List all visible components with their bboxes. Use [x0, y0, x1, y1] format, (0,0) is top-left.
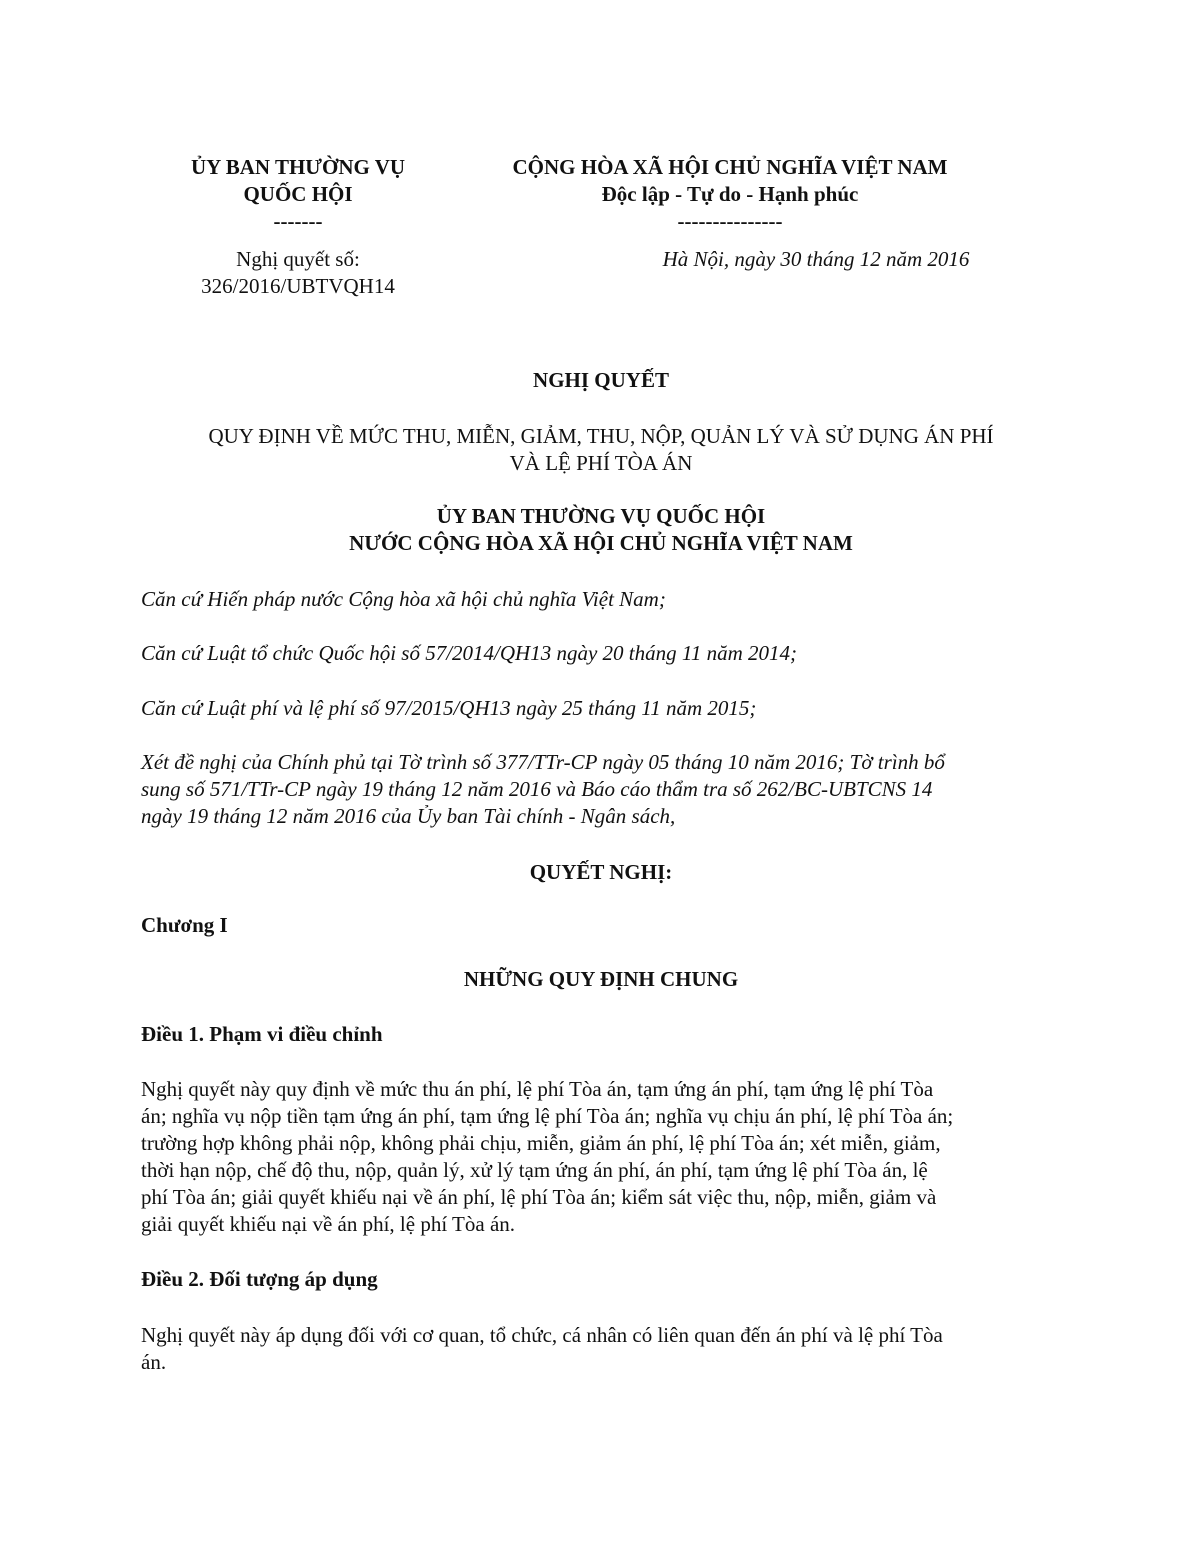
consideration-line: Xét đề nghị của Chính phủ tại Tờ trình số 377/TTr-CP ngày 05 tháng 10 năm 2016; Tờ trình bổ [141, 750, 945, 774]
article-2-body [141, 1322, 1061, 1376]
agency-name-line1: ỦY BAN THƯỜNG VỤ [190, 155, 406, 179]
article-line: giải quyết khiếu nại về án phí, lệ phí Tòa án. [141, 1212, 516, 1236]
legal-basis-assembly-law: Căn cứ Luật tổ chức Quốc hội số 57/2014/QH13 ngày 20 tháng 11 năm 2014; [141, 641, 797, 665]
consideration-paragraph [141, 749, 1061, 830]
national-header [450, 154, 1010, 235]
article-line: án. [141, 1350, 167, 1374]
article-2-heading: Điều 2. Đối tượng áp dụng [141, 1267, 378, 1291]
article-line: trường hợp không phải nộp, không phải chịu, miễn, giảm án phí, lệ phí Tòa án; xét miễn, giảm, [141, 1131, 941, 1155]
legal-basis-fee-law: Căn cứ Luật phí và lệ phí số 97/2015/QH13 ngày 25 tháng 11 năm 2015; [141, 696, 757, 720]
chapter-label: Chương I [141, 913, 228, 937]
document-number [160, 246, 436, 300]
consideration-line: sung số 571/TTr-CP ngày 19 tháng 12 năm 2016 và Báo cáo thẩm tra số 262/BC-UBTCNS 14 [141, 777, 933, 801]
document-type-title: NGHỊ QUYẾT [533, 368, 669, 392]
article-1-heading: Điều 1. Phạm vi điều chỉnh [141, 1022, 383, 1046]
country-name: CỘNG HÒA XÃ HỘI CHỦ NGHĨA VIỆT NAM [512, 155, 948, 179]
document-number-value: 326/2016/UBTVQH14 [201, 274, 395, 298]
place-date: Hà Nội, ngày 30 tháng 12 năm 2016 [662, 247, 970, 271]
subject-line1: QUY ĐỊNH VỀ MỨC THU, MIỄN, GIẢM, THU, NỘP, QUẢN LÝ VÀ SỬ DỤNG ÁN PHÍ [208, 424, 994, 448]
legal-basis-constitution: Căn cứ Hiến pháp nước Cộng hòa xã hội chủ nghĩa Việt Nam; [141, 587, 666, 611]
article-line: Nghị quyết này quy định về mức thu án phí, lệ phí Tòa án, tạm ứng án phí, tạm ứng lệ phí Tòa [141, 1077, 934, 1101]
agency-separator: ------- [273, 209, 323, 233]
article-line: phí Tòa án; giải quyết khiếu nại về án phí, lệ phí Tòa án; kiểm sát việc thu, nộp, miễn, giảm và [141, 1185, 937, 1209]
article-1-body [141, 1076, 1061, 1238]
document-number-label: Nghị quyết số: [236, 247, 360, 271]
motto-separator: --------------- [677, 209, 783, 233]
consideration-line: ngày 19 tháng 12 năm 2016 của Ủy ban Tài chính - Ngân sách, [141, 804, 676, 828]
chapter-title: NHỮNG QUY ĐỊNH CHUNG [463, 967, 739, 991]
article-line: thời hạn nộp, chế độ thu, nộp, quản lý, xử lý tạm ứng án phí, án phí, tạm ứng lệ phí Tòa án, lệ [141, 1158, 928, 1182]
issuer-line1: ỦY BAN THƯỜNG VỤ QUỐC HỘI [436, 504, 766, 528]
document-subject [141, 423, 1061, 477]
agency-name-line2: QUỐC HỘI [243, 182, 353, 206]
subject-line2: VÀ LỆ PHÍ TÒA ÁN [509, 451, 693, 475]
national-motto: Độc lập - Tự do - Hạnh phúc [601, 182, 859, 206]
issuing-agency [160, 154, 436, 235]
issuer-block [141, 503, 1061, 557]
article-line: Nghị quyết này áp dụng đối với cơ quan, tổ chức, cá nhân có liên quan đến án phí và lệ phí Tòa [141, 1323, 943, 1347]
article-line: án; nghĩa vụ nộp tiền tạm ứng án phí, tạm ứng lệ phí Tòa án; nghĩa vụ chịu án phí, lệ phí Tòa án; [141, 1104, 954, 1128]
resolves-heading: QUYẾT NGHỊ: [529, 860, 673, 884]
issuer-line2: NƯỚC CỘNG HÒA XÃ HỘI CHỦ NGHĨA VIỆT NAM [349, 531, 853, 555]
